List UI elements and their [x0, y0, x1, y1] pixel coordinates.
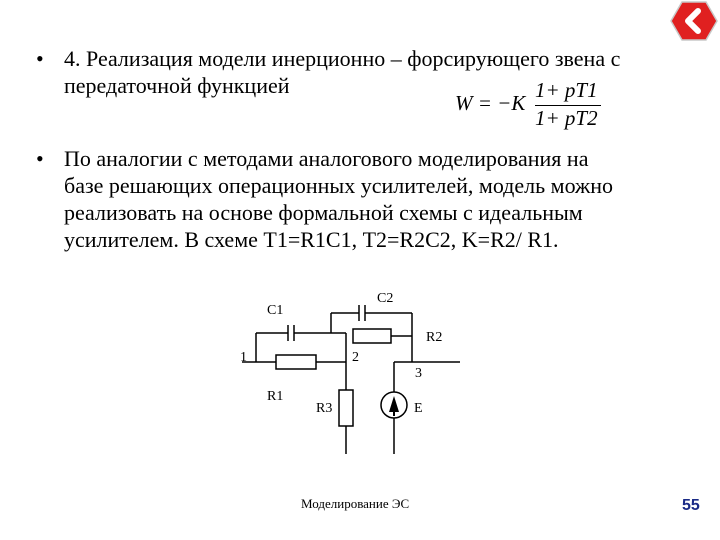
- bullet-2-marker: •: [36, 146, 44, 171]
- bullet-2-line-4: усилителем. В схеме Т1=R1C1, Т2=R2C2, K=R2/ R1.: [64, 227, 559, 252]
- back-button-shape: [671, 2, 717, 40]
- back-button[interactable]: [668, 0, 718, 42]
- label-node1: 1: [240, 350, 247, 365]
- label-c2: C2: [377, 291, 394, 306]
- circuit-diagram: [232, 284, 472, 464]
- transfer-function-formula: [455, 78, 615, 130]
- bullet-1-line-2: передаточной функцией: [64, 73, 290, 98]
- page-number: 55: [682, 497, 700, 514]
- formula-denominator: 1+ pT2: [535, 106, 598, 130]
- label-e: E: [414, 401, 423, 416]
- footer-title: Моделирование ЭС: [301, 496, 410, 511]
- label-c1: C1: [267, 303, 284, 318]
- resistor-r2: [353, 329, 391, 343]
- bullet-1-marker: •: [36, 46, 44, 71]
- resistor-r1: [276, 355, 316, 369]
- label-r3: R3: [316, 401, 333, 416]
- bullet-2-text: [64, 145, 613, 253]
- formula-numerator: 1+ pT1: [535, 78, 598, 102]
- bullet-2-line-2: базе решающих операционных усилителей, модель можно: [64, 173, 614, 198]
- formula-lhs: W = −K: [455, 91, 526, 115]
- label-r2: R2: [426, 330, 443, 345]
- bullet-2-line-1: По аналогии с методами аналогового моделирования на: [64, 146, 589, 171]
- resistor-r3: [339, 390, 353, 426]
- bullet-2-line-3: реализовать на основе формальной схемы с идеальным: [64, 200, 583, 225]
- bullet-1-line-1: 4. Реализация модели инерционно – форсирующего звена с: [64, 46, 621, 71]
- label-node2: 2: [352, 350, 359, 365]
- label-r1: R1: [267, 389, 284, 404]
- label-node3: 3: [415, 366, 422, 381]
